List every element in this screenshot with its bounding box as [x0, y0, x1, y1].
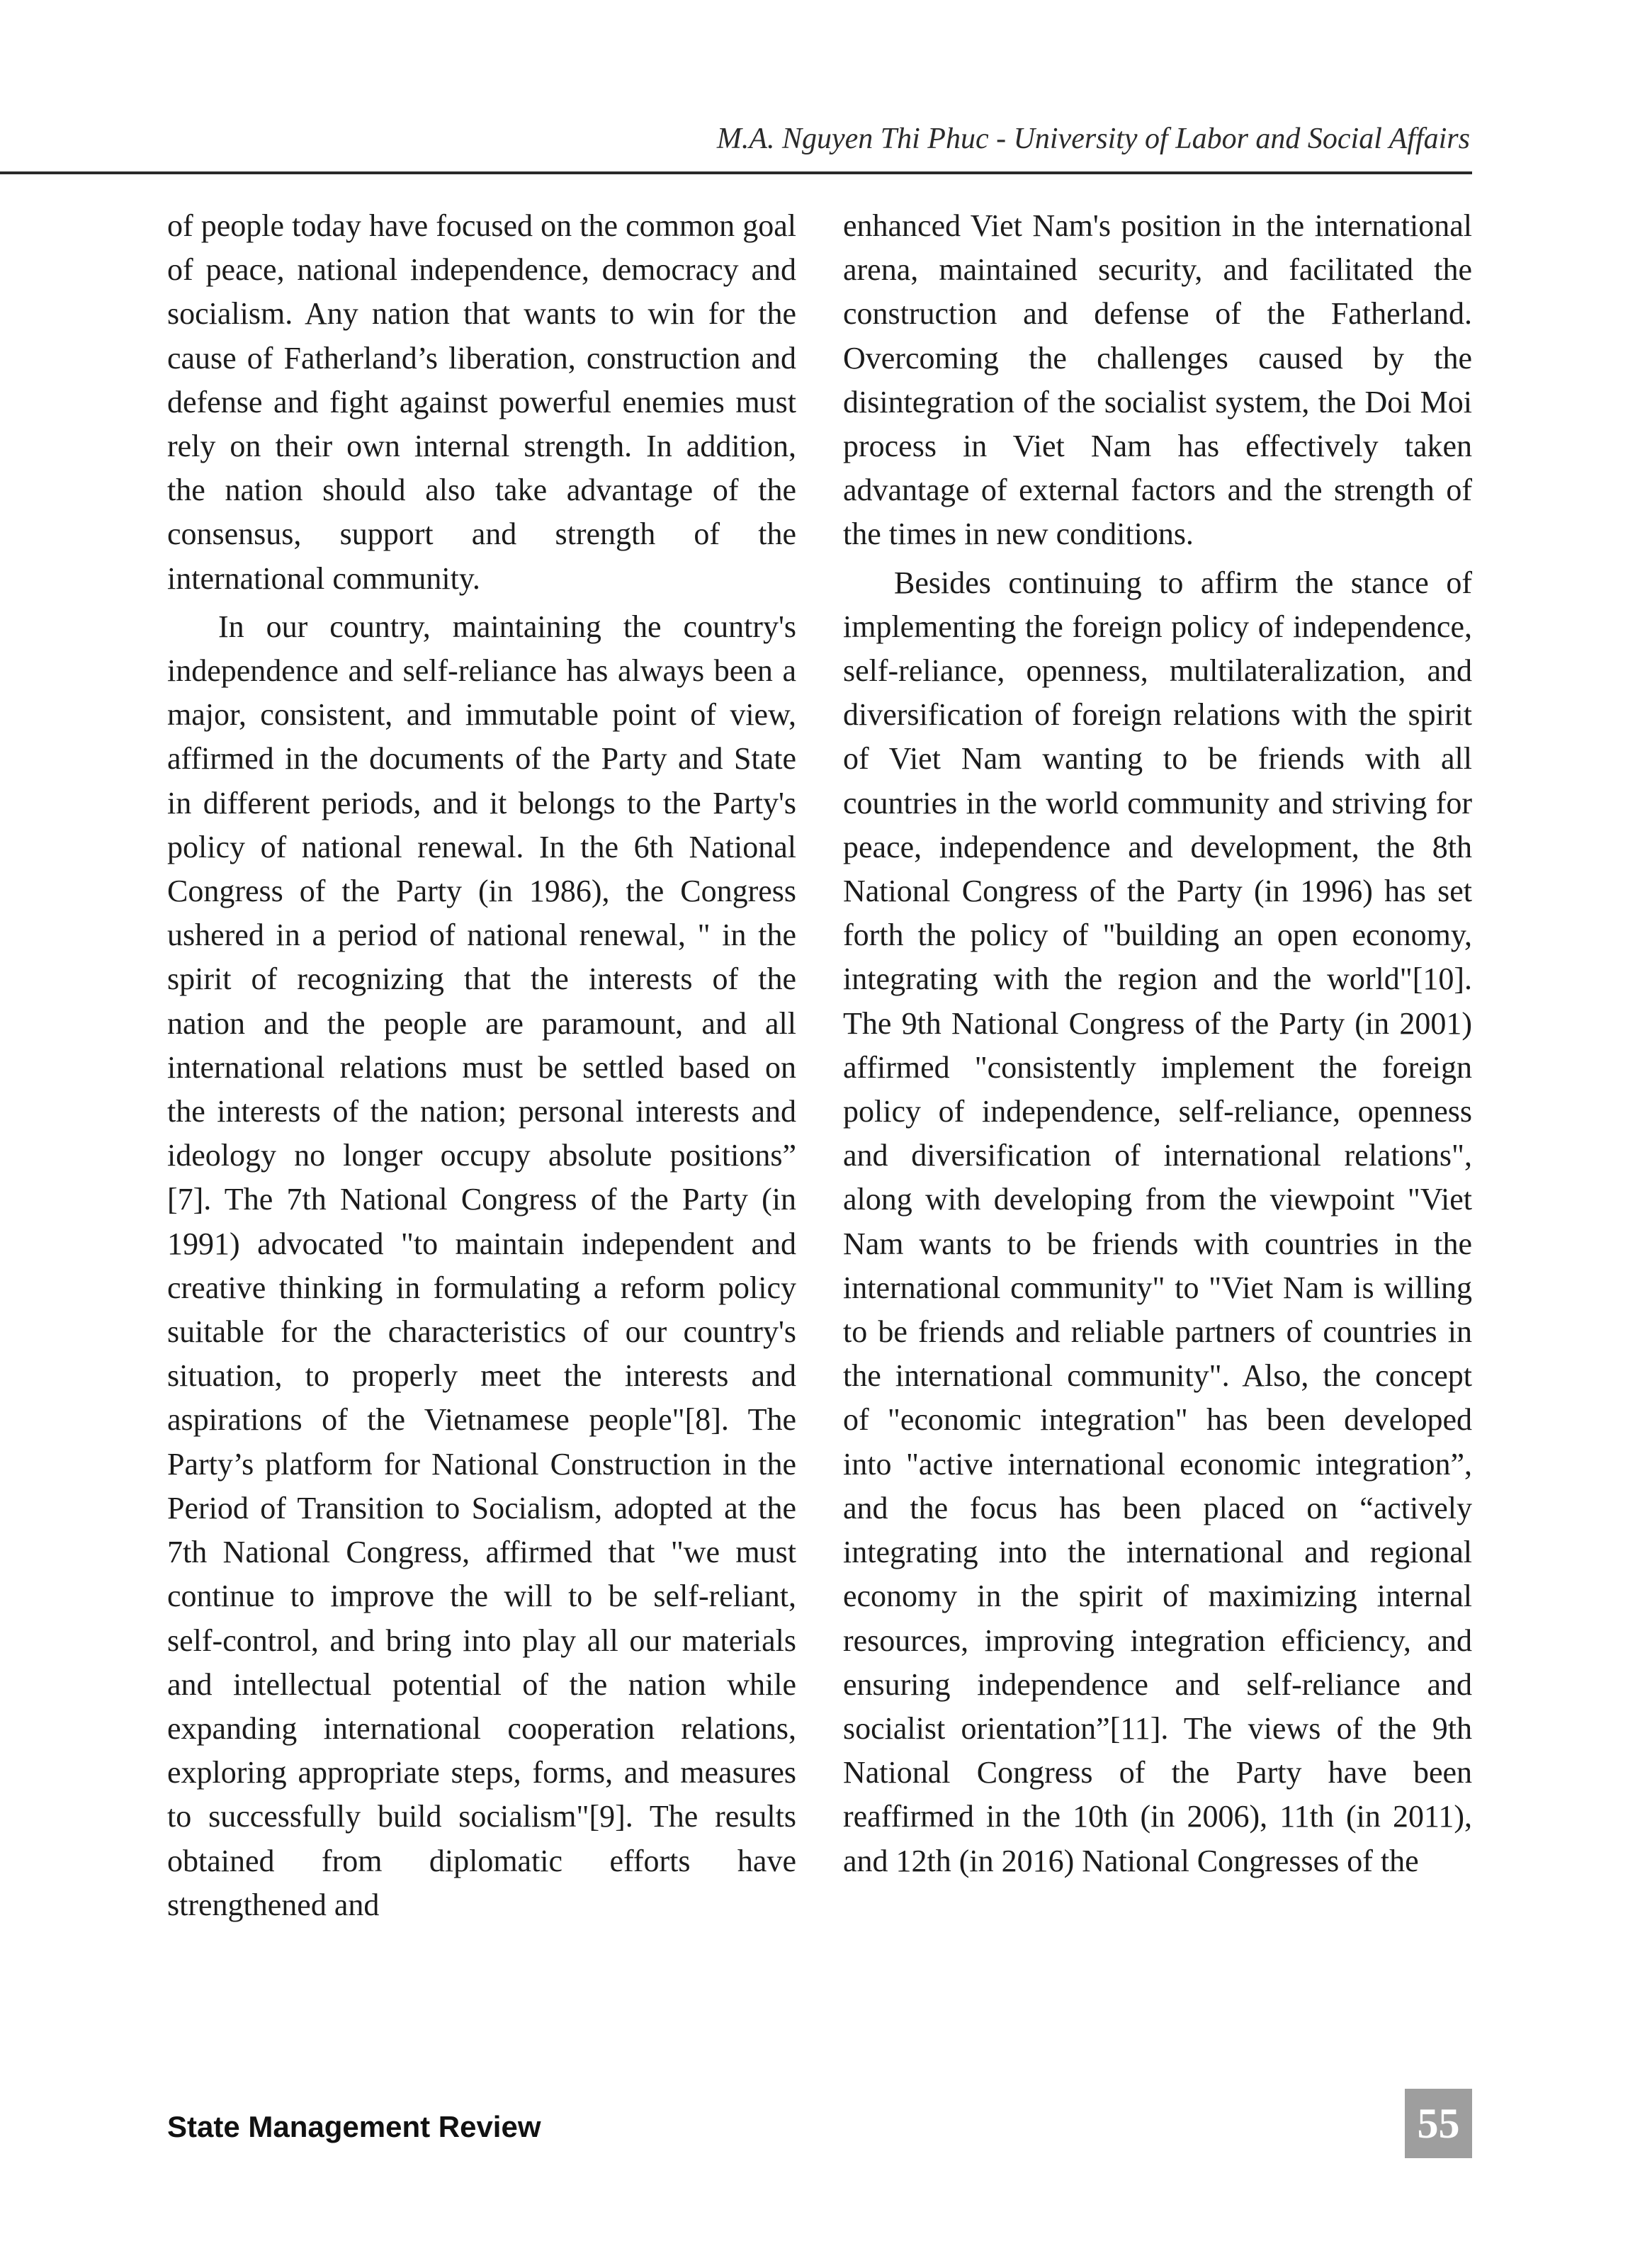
journal-name: State Management Review [167, 2110, 541, 2143]
running-header: M.A. Nguyen Thi Phuc - University of Labor and Social Affairs [716, 123, 1470, 155]
header-rule [0, 171, 1472, 174]
page-number: 55 [1405, 2089, 1472, 2158]
right-column [843, 204, 1472, 1883]
left-column [167, 204, 796, 1927]
paragraph: enhanced Viet Nam's position in the international arena, maintained security, and facilitated the construction and defense of the Fatherland. Overcoming the challenges caused by the disintegration of the socialist system, the Doi Moi process in Viet Nam has effectively taken advantage of external factors and the strength of the times in new conditions. [843, 208, 1472, 552]
paragraph: In our country, maintaining the country's independence and self-reliance has always been a major, consistent, and immutable point of view, affirmed in the documents of the Party and State in different periods, and it belongs to the Party's policy of national renewal. In the 6th National Congress of the Party (in 1986), the Congress ushered in a period of national renewal, " in the spirit of recognizing that the interests of the nation and the people are paramount, and all international relations must be settled based on the interests of the nation; personal interests and ideology no longer occupy absolute positions” [7]. The 7th National Congress of the Party (in 1991) advocated "to maintain independent and creative thinking in formulating a reform policy suitable for the characteristics of our country's situation, to properly meet the interests and aspirations of the Vietnamese people"[8]. The Party’s platform for National Construction in the Period of Transition to Socialism, adopted at the 7th National Congress, affirmed that "we must continue to improve the will to be self-reliant, self-control, and bring into play all our materials and intellectual potential of the nation while expanding international cooperation relations, exploring appropriate steps, forms, and measures to successfully build socialism"[9]. The results obtained from diplomatic efforts have strengthened and [167, 609, 796, 1922]
paragraph: of people today have focused on the common goal of peace, national independence, democracy and socialism. Any nation that wants to win for the cause of Fatherland’s liberation, construction and defense and fight against powerful enemies must rely on their own internal strength. In addition, the nation should also take advantage of the consensus, support and strength of the international community. [167, 208, 796, 596]
paragraph: Besides continuing to affirm the stance of implementing the foreign policy of independence, self-reliance, openness, multilateralization, and diversification of foreign relations with the spirit of Viet Nam wanting to be friends with all countries in the world community and striving for peace, independence and development, the 8th National Congress of the Party (in 1996) has set forth the policy of "building an open economy, integrating with the region and the world"[10]. The 9th National Congress of the Party (in 2001) affirmed "consistently implement the foreign policy of independence, self-reliance, openness and diversification of international relations", along with developing from the viewpoint "Viet Nam wants to be friends with countries in the international community" to "Viet Nam is willing to be friends and reliable partners of countries in the international community". Also, the concept of "economic integration" has been developed into "active international economic integration”, and the focus has been placed on “actively integrating into the international and regional economy in the spirit of maximizing internal resources, improving integration efficiency, and ensuring independence and self-reliance and socialist orientation”[11]. The views of the 9th National Congress of the Party have been reaffirmed in the 10th (in 2006), 11th (in 2011), and 12th (in 2016) National Congresses of the [843, 565, 1472, 1878]
